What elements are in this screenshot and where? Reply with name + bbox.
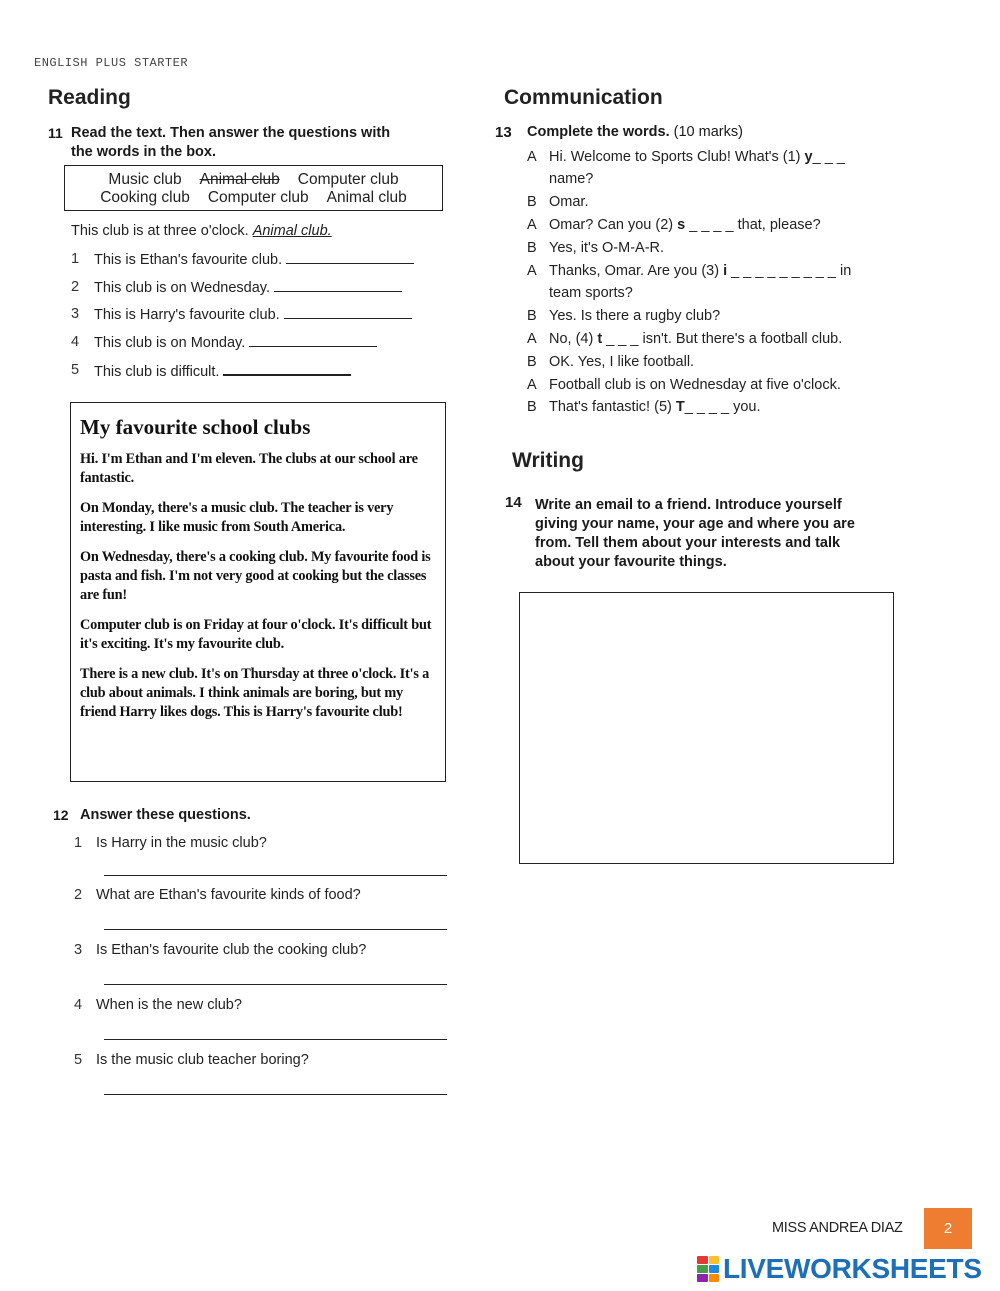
speaker: B	[527, 308, 537, 324]
answer-line[interactable]	[104, 929, 447, 930]
exercise-12-instruction: Answer these questions.	[80, 807, 251, 823]
speaker: B	[527, 194, 537, 210]
speaker: A	[527, 331, 537, 347]
line-text: Omar? Can you (2)	[549, 217, 678, 233]
exercise-14-line: giving your name, your age and where you are	[535, 516, 855, 532]
reading-text-title: My favourite school clubs	[80, 415, 311, 439]
exercise-11-instruction	[71, 124, 390, 162]
item-question: What are Ethan's favourite kinds of food?	[96, 887, 361, 903]
gap-letter: t	[597, 331, 603, 347]
word-computer-club: Computer club	[297, 171, 399, 188]
exercise-11-item	[71, 249, 451, 269]
item-question: When is the new club?	[96, 997, 242, 1013]
item-number: 3	[74, 942, 83, 958]
gap-letter: i	[723, 263, 728, 279]
line-text: OK. Yes, I like football.	[549, 354, 695, 370]
gap-letter: y	[804, 149, 813, 165]
speaker: A	[527, 263, 537, 279]
speaker: B	[527, 240, 537, 256]
email-writing-box[interactable]	[519, 592, 894, 864]
gap-blanks[interactable]: _ _ _ _ you.	[684, 399, 761, 415]
exercise-11-number: 11	[48, 125, 63, 141]
exercise-14-line: about your favourite things.	[535, 554, 727, 570]
reading-paragraph: On Monday, there's a music club. The teacher is very interesting. I like music from South America.	[80, 500, 394, 535]
exercise-12-number: 12	[53, 807, 69, 823]
exercise-11-item	[71, 360, 451, 380]
line-text: Football club is on Wednesday at five o'clock.	[549, 377, 841, 393]
answer-line[interactable]	[104, 1039, 447, 1040]
header-text: ENGLISH PLUS STARTER	[34, 56, 189, 70]
answer-blank[interactable]	[249, 332, 377, 347]
word-cooking-club: Cooking club	[100, 189, 190, 206]
answer-blank[interactable]	[223, 360, 351, 376]
item-number: 4	[74, 997, 83, 1013]
reading-paragraph: Hi. I'm Ethan and I'm eleven. The clubs at our school are fantastic.	[80, 451, 418, 486]
answer-blank[interactable]	[274, 277, 402, 292]
line-text: Thanks, Omar. Are you (3)	[549, 263, 724, 279]
item-text: This club is difficult.	[94, 364, 220, 380]
example-question: This club is at three o'clock.	[71, 223, 249, 239]
reading-title: Reading	[48, 86, 131, 109]
speaker: B	[527, 354, 537, 370]
item-number: 4	[71, 334, 80, 350]
exercise-11-item	[71, 332, 451, 352]
reading-paragraph: There is a new club. It's on Thursday at three o'clock. It's a club about animals. I think animals are boring, but my friend Harry likes dogs. This is Harry's favourite club!	[80, 666, 430, 720]
teacher-name: MISS ANDREA DIAZ	[772, 1220, 903, 1236]
item-text: This is Ethan's favourite club.	[94, 252, 283, 268]
item-number: 2	[71, 279, 80, 295]
exercise-11-item	[71, 277, 451, 297]
communication-title: Communication	[504, 86, 663, 109]
liveworksheets-icon	[697, 1256, 719, 1282]
reading-text-box	[70, 402, 446, 782]
word-animal-club-struck: Animal club	[199, 171, 280, 188]
line-text: name?	[549, 171, 594, 187]
answer-line[interactable]	[104, 875, 447, 876]
item-question: Is Ethan's favourite club the cooking club?	[96, 942, 367, 958]
reading-paragraph: Computer club is on Friday at four o'clock. It's difficult but it's exciting. It's my favourite club.	[80, 617, 432, 652]
line-text: Omar.	[549, 194, 589, 210]
line-text: Hi. Welcome to Sports Club! What's (1)	[549, 149, 805, 165]
speaker: A	[527, 377, 537, 393]
line-text: That's fantastic! (5)	[549, 399, 676, 415]
writing-title: Writing	[512, 449, 584, 472]
item-text: This club is on Wednesday.	[94, 280, 270, 296]
line-text: No, (4)	[549, 331, 598, 347]
gap-blanks[interactable]: _ _ _ _ _ _ _ _ _ in	[727, 263, 852, 279]
exercise-13-number: 13	[495, 124, 512, 141]
exercise-13-marks: (10 marks)	[673, 124, 743, 140]
word-music-club: Music club	[108, 171, 182, 188]
gap-letter: s	[677, 217, 686, 233]
line-text: Yes. Is there a rugby club?	[549, 308, 721, 324]
exercise-13-instruction-text: Complete the words.	[527, 124, 670, 140]
exercise-11-item	[71, 304, 451, 324]
answer-line[interactable]	[104, 984, 447, 985]
line-text: team sports?	[549, 285, 633, 301]
item-number: 5	[71, 362, 80, 378]
exercise-11-example	[71, 221, 332, 241]
example-answer: Animal club.	[252, 223, 332, 239]
exercise-14-number: 14	[505, 494, 522, 511]
item-question: Is the music club teacher boring?	[96, 1052, 309, 1068]
answer-blank[interactable]	[286, 249, 414, 264]
speaker: A	[527, 149, 537, 165]
exercise-11-instruction-line2: the words in the box.	[71, 144, 217, 160]
item-number: 2	[74, 887, 83, 903]
word-box-row-1	[65, 171, 442, 189]
item-number: 3	[71, 306, 80, 322]
answer-line[interactable]	[104, 1094, 447, 1095]
exercise-13-instruction	[527, 124, 743, 140]
speaker: A	[527, 217, 537, 233]
reading-paragraph: On Wednesday, there's a cooking club. My favourite food is pasta and fish. I'm not very good at cooking but the classes are fun!	[80, 549, 431, 603]
item-number: 1	[71, 251, 80, 267]
word-box-row-2	[65, 189, 442, 207]
gap-blanks[interactable]: _ _ _	[812, 149, 845, 165]
gap-blanks[interactable]: _ _ _ isn't. But there's a football club.	[602, 331, 843, 347]
exercise-14-instruction	[535, 496, 855, 572]
gap-letter: T	[675, 399, 685, 415]
item-text: This club is on Monday.	[94, 335, 246, 351]
exercise-11-instruction-line1: Read the text. Then answer the questions with	[71, 125, 391, 141]
item-text: This is Harry's favourite club.	[94, 307, 280, 323]
line-text: Yes, it's O-M-A-R.	[549, 240, 665, 256]
gap-blanks[interactable]: _ _ _ _ that, please?	[685, 217, 821, 233]
item-number: 5	[74, 1052, 83, 1068]
answer-blank[interactable]	[284, 304, 412, 319]
word-computer-club-2: Computer club	[207, 189, 309, 206]
page-number-badge: 2	[924, 1208, 972, 1249]
liveworksheets-logo[interactable]	[697, 1253, 982, 1285]
exercise-14-line: Write an email to a friend. Introduce yourself	[535, 497, 842, 513]
item-number: 1	[74, 835, 83, 851]
liveworksheets-wordmark: LIVEWORKSHEETS	[723, 1253, 982, 1284]
word-animal-club-2: Animal club	[326, 189, 407, 206]
item-question: Is Harry in the music club?	[96, 835, 267, 851]
speaker: B	[527, 399, 537, 415]
exercise-14-line: from. Tell them about your interests and talk	[535, 535, 841, 551]
word-box	[64, 165, 443, 211]
